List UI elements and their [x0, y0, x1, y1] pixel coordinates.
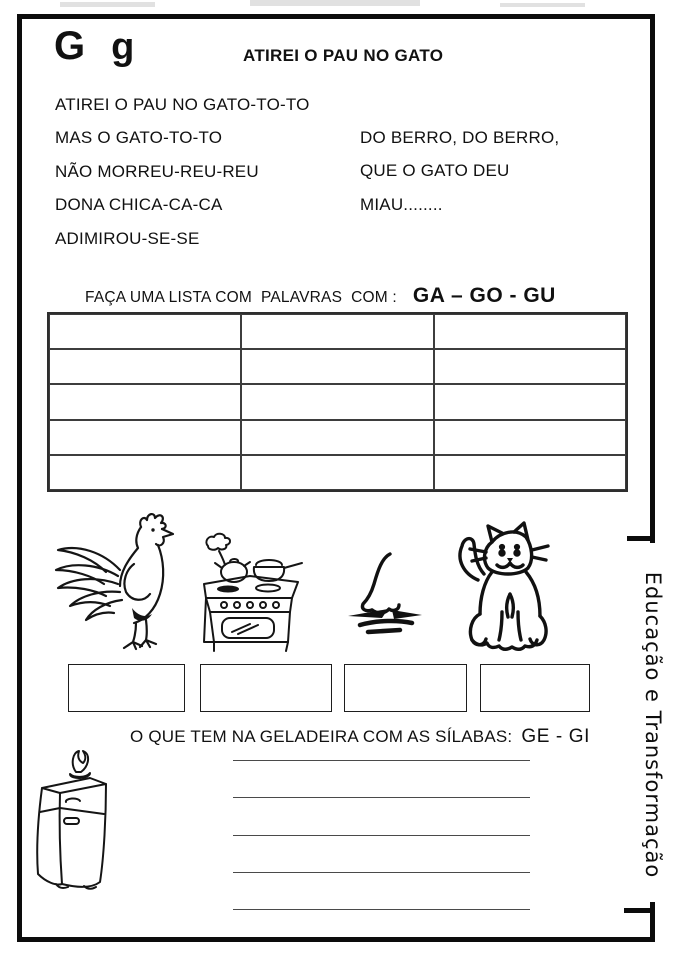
- fridge-activity-header: [130, 726, 590, 748]
- word-list-header: [85, 284, 556, 308]
- table-cell: [49, 349, 241, 384]
- rooster-image: [48, 508, 180, 654]
- table-cell: [434, 455, 626, 490]
- answer-box: [344, 664, 467, 712]
- answer-box: [480, 664, 590, 712]
- lyrics-right-column: [360, 121, 559, 221]
- writing-lines: [233, 760, 530, 946]
- lyric-line: DONA CHICA-CA-CA: [55, 195, 223, 215]
- table-cell: [241, 455, 433, 490]
- table-cell: [241, 384, 433, 419]
- table-cell: [434, 384, 626, 419]
- writing-line: [233, 760, 530, 797]
- table-cell: [434, 314, 626, 349]
- lyric-line: DO BERRO, DO BERRO,: [360, 128, 560, 147]
- word-list-prompt: FAÇA UMA LISTA COM PALAVRAS COM :: [85, 289, 397, 306]
- fridge-syllables: GE - GI: [521, 726, 590, 747]
- table-cell: [49, 314, 241, 349]
- letter-uppercase: G: [54, 24, 86, 68]
- scan-artifact: [250, 0, 420, 6]
- letter-lowercase: g: [111, 26, 135, 68]
- lyric-line: QUE O GATO DEU: [360, 161, 510, 181]
- writing-line: [233, 835, 530, 872]
- page-border-left: [17, 14, 22, 942]
- page-border-top: [17, 14, 655, 19]
- header-letters: [54, 24, 134, 69]
- table-cell: [434, 349, 626, 384]
- lyrics-left-column: [55, 88, 310, 255]
- word-list-syllables: GA – GO - GU: [412, 284, 556, 307]
- answer-box: [200, 664, 332, 712]
- answer-box: [68, 664, 185, 712]
- lyric-line: MAS O GATO-TO-TO: [55, 128, 223, 148]
- writing-line: [233, 872, 530, 909]
- page-title: ATIREI O PAU NO GATO: [243, 46, 444, 65]
- stove-image: [192, 532, 310, 654]
- lyric-line: MIAU........: [360, 194, 443, 214]
- sidebar-watermark: Educação e Transformação: [641, 571, 665, 879]
- table-cell: [241, 314, 433, 349]
- page-border-right-upper: [650, 14, 655, 543]
- fridge-prompt: O QUE TEM NA GELADEIRA COM AS SÍLABAS:: [130, 727, 513, 746]
- lyric-line: ATIREI O PAU NO GATO-TO-TO: [55, 95, 310, 114]
- table-cell: [241, 420, 433, 455]
- table-cell: [49, 420, 241, 455]
- writing-line: [233, 797, 530, 834]
- table-cell: [241, 349, 433, 384]
- lyric-line: ADIMIROU-SE-SE: [55, 228, 200, 248]
- nose-with-mustache-image: [332, 548, 432, 636]
- table-cell: [434, 420, 626, 455]
- word-table: [47, 312, 628, 492]
- refrigerator-image: [28, 746, 120, 904]
- table-cell: [49, 455, 241, 490]
- lyric-line: NÃO MORREU-REU-REU: [55, 161, 259, 181]
- writing-line: [233, 909, 530, 946]
- cat-image: [446, 520, 554, 658]
- table-cell: [49, 384, 241, 419]
- scan-artifact: [500, 3, 585, 7]
- scan-artifact: [60, 2, 155, 7]
